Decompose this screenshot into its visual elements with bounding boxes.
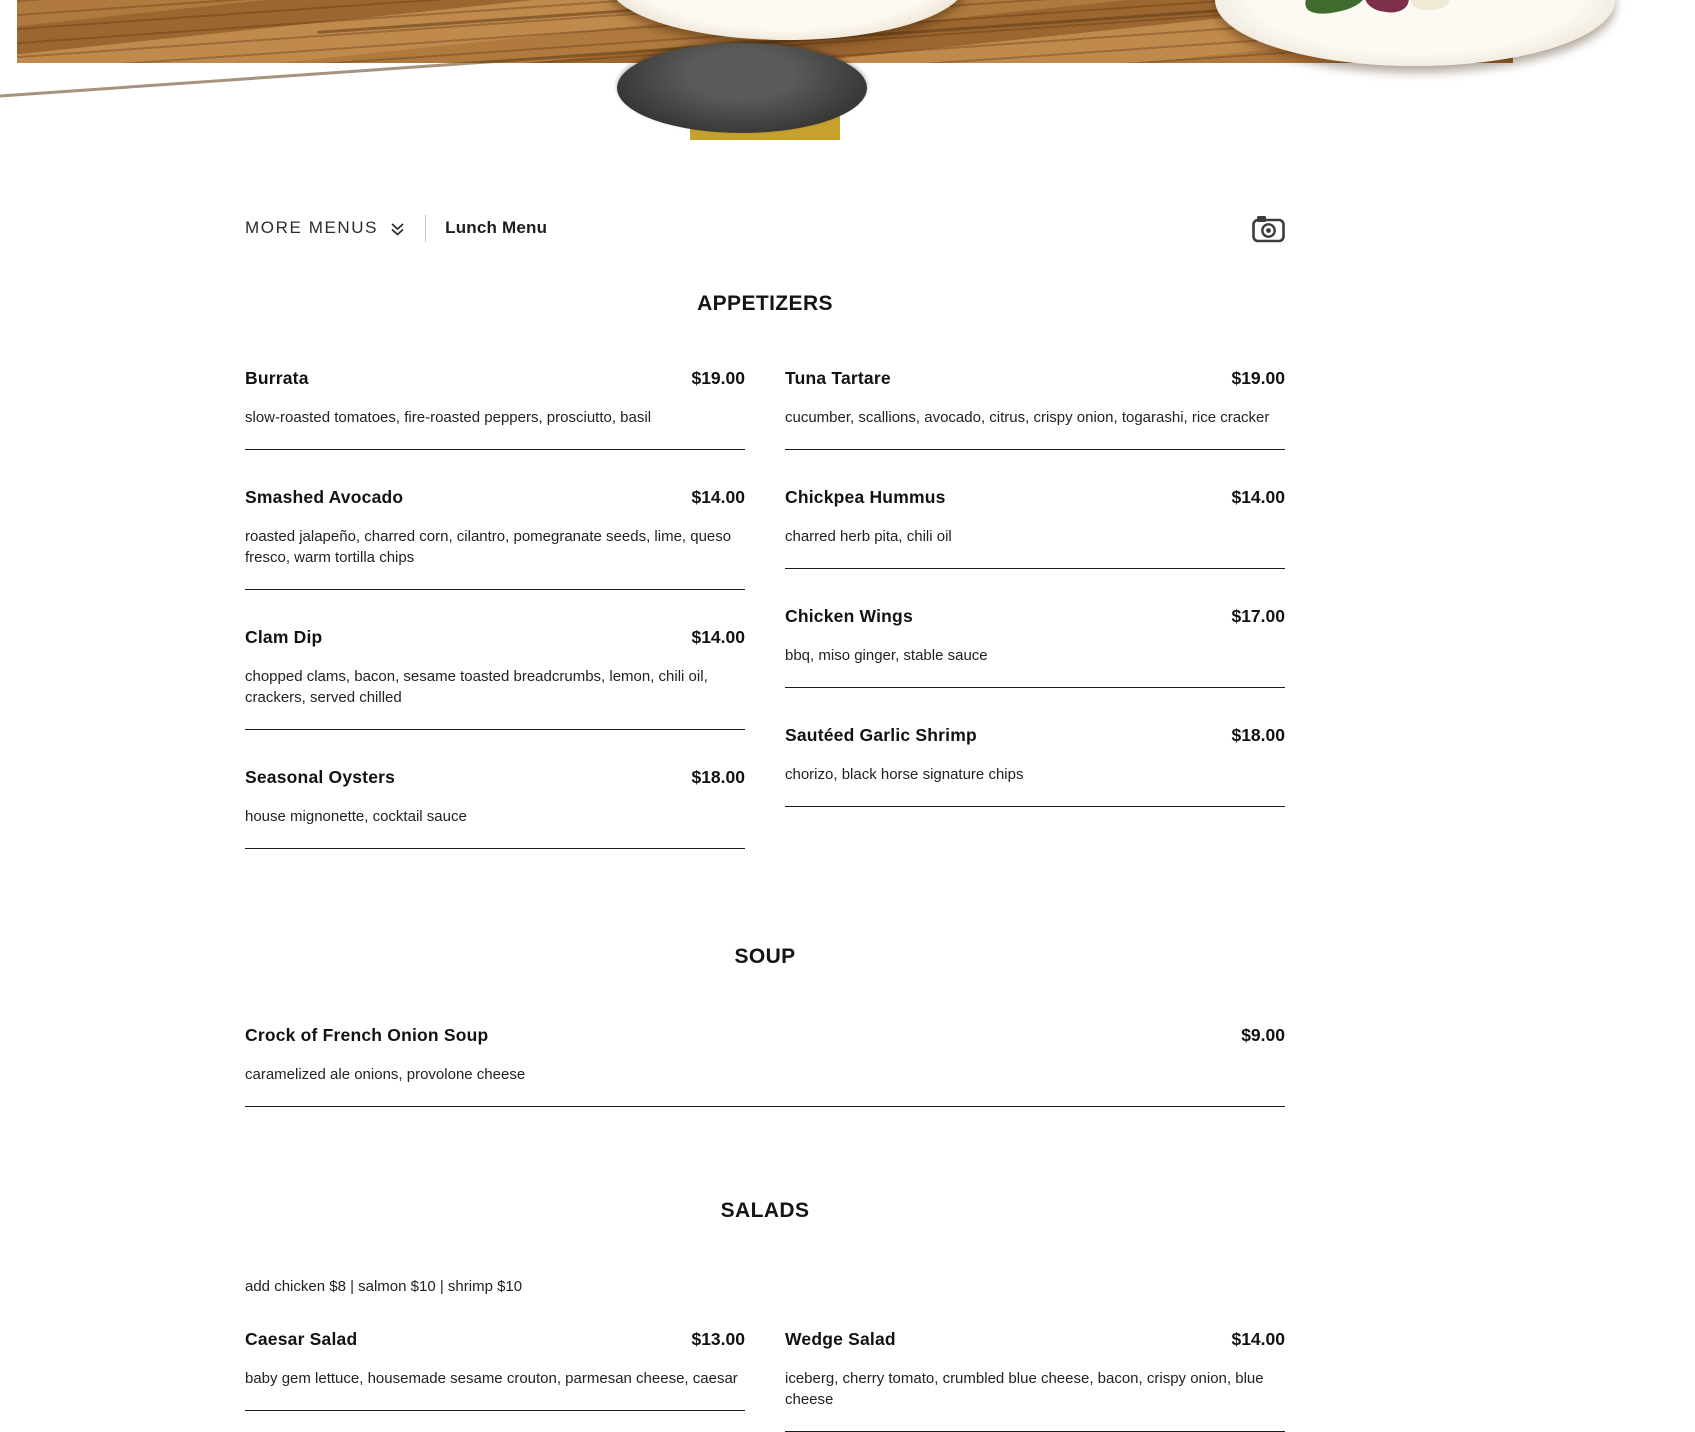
menu-item-description: charred herb pita, chili oil [785,528,952,545]
appetizers-columns [245,368,1285,849]
menu-item-price: $19.00 [691,368,745,388]
chevron-double-down-icon [389,221,406,238]
menu-item-description: slow-roasted tomatoes, fire-roasted peppers, prosciutto, basil [245,409,652,426]
salads-columns [245,1329,1285,1432]
menu-item-clam-dip [245,627,745,730]
menu-item-name: Caesar Salad [245,1329,358,1349]
menu-item-name: Chicken Wings [785,606,913,626]
section-title-soup: SOUP [734,945,796,968]
menu-item-description: chopped clams, bacon, sesame toasted breadcrumbs, lemon, chili oil, crackers, served chilled [245,668,708,706]
salads-left-column [245,1329,745,1432]
salads-section [245,1199,1285,1432]
menu-item-sauteed-garlic-shrimp [785,725,1285,807]
section-title-salads: SALADS [720,1199,810,1222]
menu-item-tuna-tartare [785,368,1285,450]
salads-addons-note: add chicken $8 | salmon $10 | shrimp $10 [245,1278,523,1295]
menu-item-description: chorizo, black horse signature chips [785,766,1024,783]
hero-plate-center [607,0,967,40]
menu-bar [245,212,1285,244]
current-menu-label: Lunch Menu [445,218,548,237]
menu-item-description: bbq, miso ginger, stable sauce [785,647,988,664]
menu-item-price: $14.00 [691,487,745,507]
menu-item-chickpea-hummus [785,487,1285,569]
menu-item-price: $14.00 [1231,1329,1285,1349]
section-title-appetizers: APPETIZERS [697,292,833,315]
hero-plate-right [1215,0,1615,66]
menu-item-name: Tuna Tartare [785,368,891,388]
appetizers-left-column [245,368,745,849]
hero-salad-cheese [1410,0,1452,12]
menu-item-wedge-salad [785,1329,1285,1432]
menu-item-name: Sautéed Garlic Shrimp [785,725,977,745]
menu-item-price: $13.00 [691,1329,745,1349]
menu-item-price: $18.00 [1231,725,1285,745]
more-menus-dropdown[interactable] [245,218,406,238]
hero-photo [17,0,1513,63]
photo-menu-button[interactable] [1252,214,1285,243]
menu-item-price: $14.00 [1231,487,1285,507]
menu-item-price: $19.00 [1231,368,1285,388]
soup-column [245,1025,1285,1107]
menu-item-caesar-salad [245,1329,745,1411]
menu-item-burrata [245,368,745,450]
menu-item-description: caramelized ale onions, provolone cheese [245,1066,526,1083]
more-menus-label: MORE MENUS [245,218,379,237]
menu-item-smashed-avocado [245,487,745,590]
soup-section [245,945,1285,1107]
camera-icon [1252,231,1285,246]
menu-item-description: cucumber, scallions, avocado, citrus, crispy onion, togarashi, rice cracker [785,409,1270,426]
menu-item-price: $17.00 [1231,606,1285,626]
menu-bar-divider [425,215,426,242]
menu-content [245,212,1285,1432]
menu-item-name: Smashed Avocado [245,487,404,507]
menu-item-french-onion-soup [245,1025,1285,1107]
menu-item-name: Crock of French Onion Soup [245,1025,489,1045]
menu-item-price: $18.00 [691,767,745,787]
menu-item-description: baby gem lettuce, housemade sesame crouton, parmesan cheese, caesar [245,1370,738,1387]
menu-item-name: Clam Dip [245,627,323,647]
menu-item-seasonal-oysters [245,767,745,849]
menu-item-description: roasted jalapeño, charred corn, cilantro, pomegranate seeds, lime, queso fresco, warm tortilla chips [245,528,732,566]
menu-item-name: Wedge Salad [785,1329,896,1349]
hero-dark-bowl [617,43,867,133]
menu-item-name: Burrata [245,368,309,388]
menu-item-name: Seasonal Oysters [245,767,396,787]
menu-item-chicken-wings [785,606,1285,688]
menu-item-price: $14.00 [691,627,745,647]
hero-salad-beet [1363,0,1411,15]
menu-item-name: Chickpea Hummus [785,487,946,507]
menu-item-description: iceberg, cherry tomato, crumbled blue cheese, bacon, crispy onion, blue cheese [785,1370,1264,1408]
appetizers-right-column [785,368,1285,849]
hero-salad-greens [1303,0,1367,18]
menu-item-price: $9.00 [1241,1025,1285,1045]
salads-right-column [785,1329,1285,1432]
menu-item-description: house mignonette, cocktail sauce [245,808,467,825]
